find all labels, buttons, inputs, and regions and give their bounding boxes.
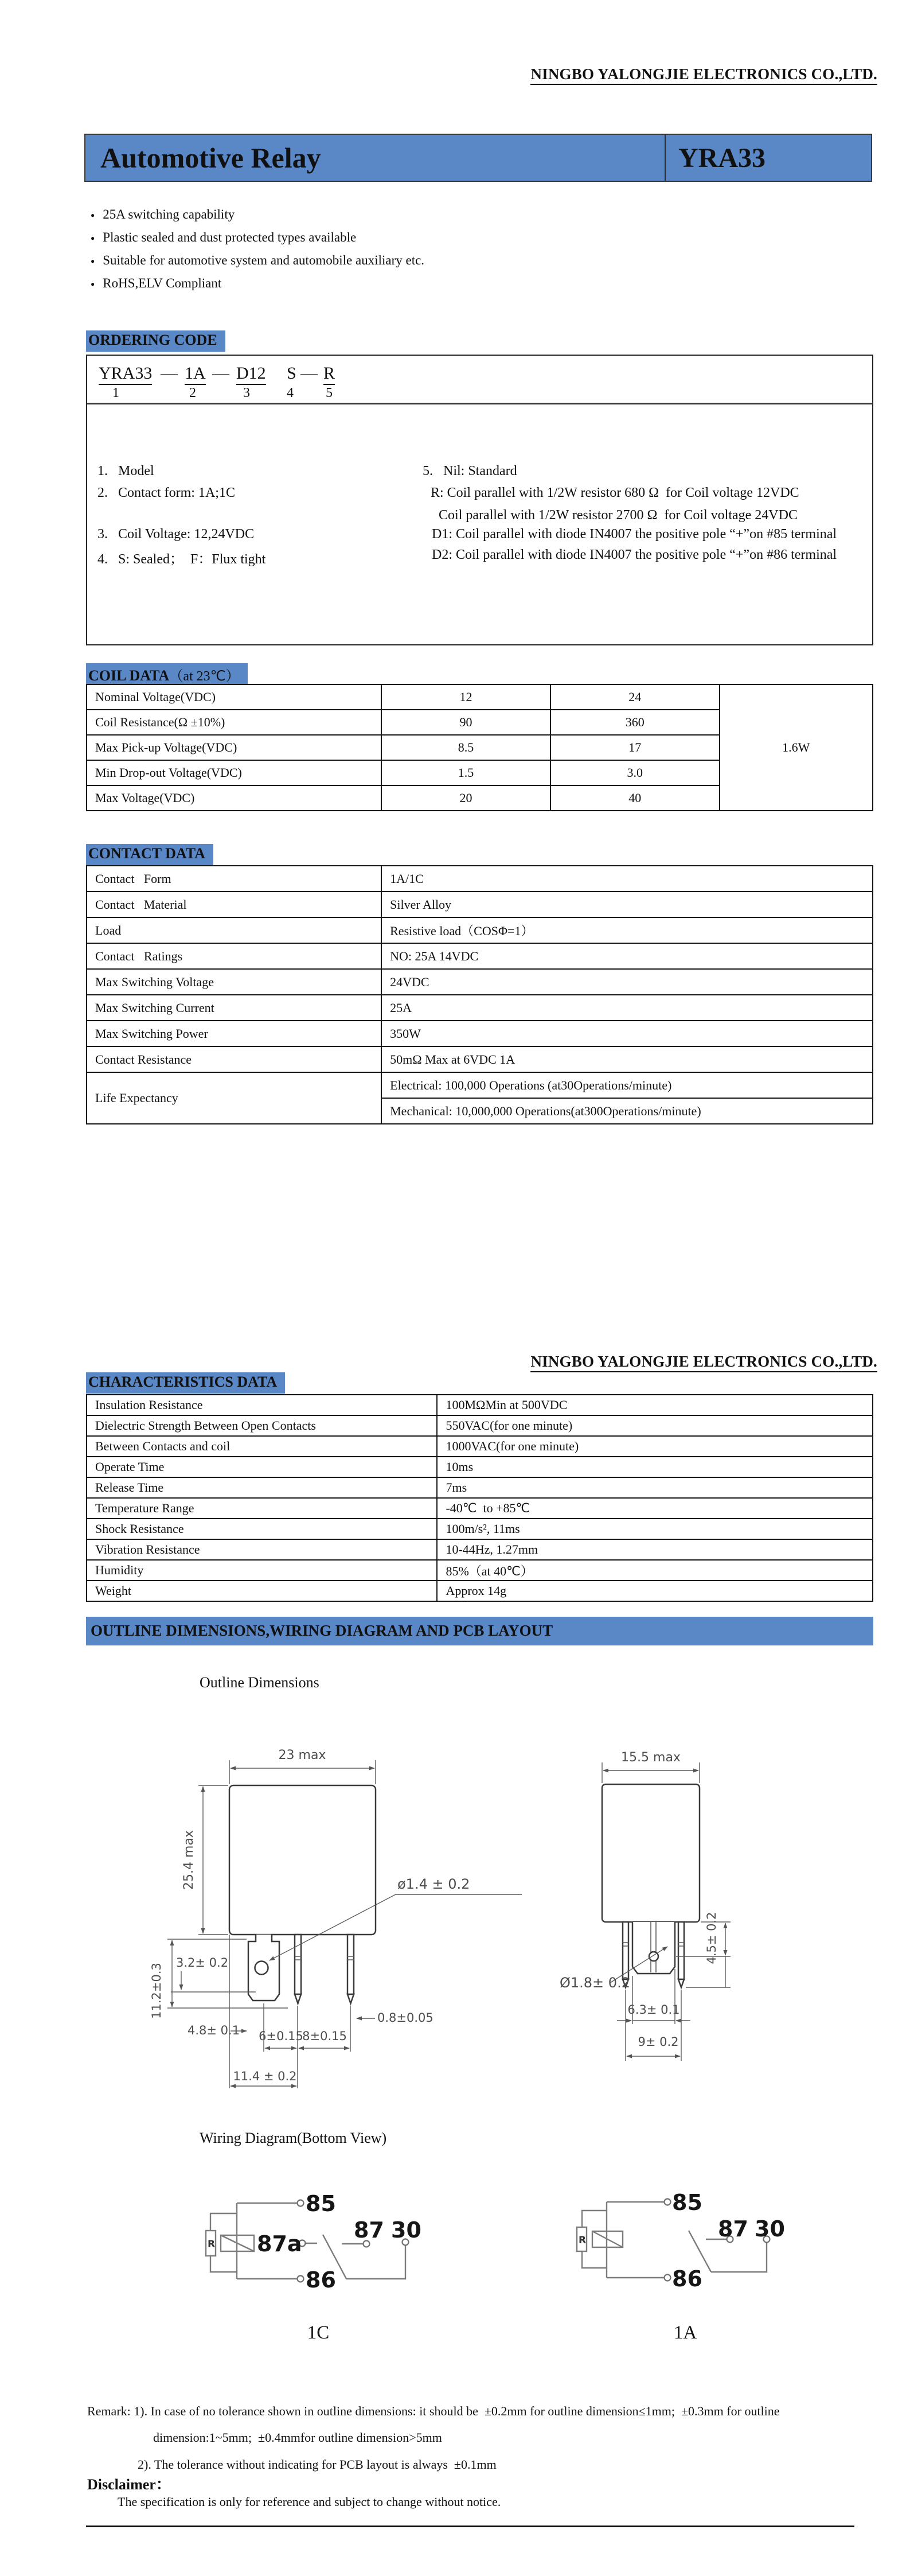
terminal-30-label: 30 (391, 2217, 421, 2243)
remark-line: Remark: 1). In case of no tolerance shown in outline dimensions: it should be ±0.2mm for outline dimension≤1mm; ±0.3mm for outline (87, 2404, 780, 2418)
code-seal: S (287, 364, 296, 383)
terminal-85-label: 85 (306, 2192, 336, 2216)
ordering-item: R: Coil parallel with 1/2W resistor 680 Ω for Coil voltage 12VDC (431, 485, 799, 500)
bullet-icon: ● (91, 279, 95, 288)
cell-label: Dielectric Strength Between Open Contacts (87, 1415, 437, 1436)
divider (87, 403, 872, 404)
blade-terminal (632, 1922, 675, 1974)
code-dash: — (300, 364, 318, 383)
cell-value: 17 (550, 735, 720, 760)
dim-extensions (229, 1935, 350, 2088)
disclaimer-title: Disclaimer： (87, 2476, 171, 2493)
company-header: NINGBO YALONGJIE ELECTRONICS CO.,LTD. (530, 1353, 877, 1372)
code-dash: — (161, 364, 178, 383)
cell-label: Contact Form (87, 866, 381, 892)
table-row (87, 1539, 873, 1560)
cell-value: 100MΩMin at 500VDC (437, 1395, 873, 1415)
cell-label: Between Contacts and coil (87, 1436, 437, 1457)
feature-text: Plastic sealed and dust protected types available (103, 230, 357, 244)
model-number: YRA33 (665, 135, 871, 181)
blade-terminal (248, 1935, 279, 2001)
feature-list (91, 203, 424, 295)
ordering-item: 3. Coil Voltage: 12,24VDC (97, 527, 255, 542)
table-row (87, 995, 873, 1021)
cell-label: Life Expectancy (87, 1072, 381, 1124)
coil-pin (347, 1935, 354, 2003)
cell-value: 24VDC (381, 969, 873, 995)
bullet-icon: ● (91, 256, 95, 265)
coil-data-table (86, 684, 873, 811)
terminal-85-label: 85 (672, 2192, 702, 2215)
cell-label: Release Time (87, 1477, 437, 1498)
feature-text: Suitable for automotive system and automobile auxiliary etc. (103, 253, 425, 267)
code-form: 1A (185, 364, 206, 385)
dim-label: 25.4 max (182, 1830, 196, 1890)
cell-label: Weight (87, 1581, 437, 1601)
table-row (87, 1560, 873, 1581)
cell-label: Load (87, 917, 381, 943)
characteristics-table (86, 1394, 873, 1602)
code-digit: 2 (189, 386, 196, 400)
list-item (91, 203, 424, 226)
outline-dimensions-caption: Outline Dimensions (200, 1674, 319, 1691)
list-item (91, 249, 424, 272)
section-header-characteristics: CHARACTERISTICS DATA (86, 1372, 285, 1394)
dim-label: 23 max (278, 1748, 326, 1762)
cell-coil-power: 1.6W (720, 684, 873, 811)
cell-value: -40℃ to +85℃ (437, 1498, 873, 1519)
cell-label: Contact Material (87, 892, 381, 917)
resistor-label: R (208, 2239, 216, 2250)
cell-label: Contact Ratings (87, 943, 381, 969)
cell-label: Humidity (87, 1560, 437, 1581)
table-row (87, 866, 873, 892)
table-row (87, 917, 873, 943)
cell-label: Coil Resistance(Ω ±10%) (87, 710, 381, 735)
remark-line: 2). The tolerance without indicating for PCB layout is always ±0.1mm (138, 2457, 497, 2472)
terminal-86-label: 86 (306, 2267, 336, 2293)
dim-label: 4.8± 0.1 (188, 2024, 240, 2037)
remark-line: dimension:1~5mm; ±0.4mmfor outline dimension>5mm (153, 2430, 442, 2445)
dim-label: 0.8±0.05 (377, 2011, 433, 2025)
cell-value: 90 (381, 710, 550, 735)
relay-body-outline (602, 1784, 700, 1922)
cell-value: 50mΩ Max at 6VDC 1A (381, 1046, 873, 1072)
cell-value: 20 (381, 785, 550, 811)
bottom-rule (86, 2526, 854, 2527)
list-item (91, 272, 424, 295)
cell-value: 3.0 (550, 760, 720, 785)
table-row (87, 1457, 873, 1477)
list-item (91, 226, 424, 249)
bullet-icon: ● (91, 234, 95, 242)
code-model: YRA33 (99, 364, 152, 385)
table-row (87, 1436, 873, 1457)
disclaimer-text: The specification is only for reference and subject to change without notice. (118, 2495, 501, 2509)
resistor-label: R (579, 2235, 587, 2246)
code-digit: 5 (326, 386, 333, 400)
dim-label: 15.5 max (621, 1750, 681, 1765)
coil-circuit (577, 2202, 664, 2278)
table-row (87, 1477, 873, 1498)
cell-value: Mechanical: 10,000,000 Operations(at300Operations/minute) (381, 1098, 873, 1124)
ordering-item: D2: Coil parallel with diode IN4007 the positive pole “+”on #86 terminal (432, 547, 837, 562)
width-dimension (229, 1748, 376, 1784)
cell-value: 25A (381, 995, 873, 1021)
table-row (87, 1581, 873, 1601)
code-dash: — (212, 364, 229, 383)
dim-label: 6.3± 0.1 (627, 2003, 680, 2017)
terminal-86-label: 86 (672, 2266, 702, 2291)
coil-pin (295, 1935, 301, 2003)
cell-label: Operate Time (87, 1457, 437, 1477)
dim-9 (626, 1990, 681, 2061)
dim-label: Ø1.8± 0.2 (560, 1975, 630, 1991)
cell-value: 360 (550, 710, 720, 735)
feature-text: RoHS,ELV Compliant (103, 276, 222, 290)
section-header-contact-data: CONTACT DATA (86, 844, 213, 865)
contact-data-table (86, 865, 873, 1124)
table-row (87, 1395, 873, 1415)
table-row (87, 1072, 873, 1098)
section-title: COIL DATA (88, 667, 170, 684)
width-dimension (602, 1750, 700, 1783)
table-row (87, 1415, 873, 1436)
table-row (87, 1046, 873, 1072)
wiring-diagram-1c (189, 2192, 436, 2312)
cell-label: Max Switching Power (87, 1021, 381, 1046)
cell-value: 8.5 (381, 735, 550, 760)
dim-label: 3.2± 0.2 (176, 1956, 229, 1970)
code-digit: 3 (243, 386, 250, 400)
cell-value: 24 (550, 684, 720, 710)
cell-label: Contact Resistance (87, 1046, 381, 1072)
ordering-item: 1. Model (97, 464, 154, 478)
ordering-item: Coil parallel with 1/2W resistor 2700 Ω for Coil voltage 24VDC (439, 508, 798, 523)
cell-value: Resistive load（COSΦ=1） (381, 917, 873, 943)
cell-value: 1A/1C (381, 866, 873, 892)
section-header-ordering-code: ORDERING CODE (86, 330, 225, 352)
dim-0-8 (357, 2011, 433, 2025)
cell-value: NO: 25A 14VDC (381, 943, 873, 969)
cell-label: Vibration Resistance (87, 1539, 437, 1560)
dim-11-4 (231, 2069, 297, 2086)
section-banner-outline: OUTLINE DIMENSIONS,WIRING DIAGRAM AND PCB LAYOUT (86, 1617, 873, 1645)
cell-label: Max Switching Current (87, 995, 381, 1021)
table-row (87, 1519, 873, 1539)
dim-4-8 (188, 2024, 247, 2037)
cell-value: 12 (381, 684, 550, 710)
cell-value: Approx 14g (437, 1581, 873, 1601)
code-digit: 4 (287, 386, 294, 400)
cell-value: Silver Alloy (381, 892, 873, 917)
dim-label: 11.2±0.3 (150, 1963, 163, 2019)
feature-text: 25A switching capability (103, 207, 235, 221)
cell-label: Max Pick-up Voltage(VDC) (87, 735, 381, 760)
code-suffix: R (323, 364, 335, 385)
dim-label: 11.4 ± 0.2 (233, 2069, 297, 2083)
page-title: Automotive Relay (100, 142, 321, 174)
cell-value: 10ms (437, 1457, 873, 1477)
dim-6 (259, 2029, 303, 2048)
terminal-30-label: 30 (755, 2216, 785, 2242)
cell-label: Max Switching Voltage (87, 969, 381, 995)
coil-pin (678, 1922, 684, 1987)
ordering-item: 5. Nil: Standard (423, 464, 517, 478)
table-row (87, 892, 873, 917)
code-digit: 1 (112, 386, 119, 400)
dim-3-2 (171, 1956, 256, 1992)
ordering-item: 4. S: Sealed； F：Flux tight (97, 552, 266, 567)
company-header: NINGBO YALONGJIE ELECTRONICS CO.,LTD. (530, 65, 877, 85)
ordering-item: 2. Contact form: 1A;1C (97, 485, 235, 500)
code-voltage: D12 (236, 364, 266, 385)
table-row (87, 1021, 873, 1046)
cell-value: 100m/s², 11ms (437, 1519, 873, 1539)
cell-value: 40 (550, 785, 720, 811)
cell-value: 7ms (437, 1477, 873, 1498)
terminal-87a-label: 87a (257, 2231, 302, 2256)
cell-value: 85%（at 40℃） (437, 1560, 873, 1581)
cell-value: 1.5 (381, 760, 550, 785)
dim-label: ø1.4 ± 0.2 (397, 1876, 470, 1892)
wiring-diagram-1a (568, 2192, 814, 2312)
cell-value: 350W (381, 1021, 873, 1046)
cell-label: Temperature Range (87, 1498, 437, 1519)
cell-value: 10-44Hz, 1.27mm (437, 1539, 873, 1560)
cell-label: Shock Resistance (87, 1519, 437, 1539)
relay-side-view-drawing (550, 1744, 831, 2111)
diagram-caption-1c: 1C (307, 2322, 330, 2343)
dim-label: 6±0.15 (259, 2029, 303, 2043)
terminal-87-label: 87 (718, 2216, 748, 2242)
table-row (87, 943, 873, 969)
table-row (87, 1498, 873, 1519)
wiring-diagram-caption: Wiring Diagram(Bottom View) (200, 2130, 387, 2146)
height-dimension (182, 1785, 228, 1935)
bullet-icon: ● (91, 211, 95, 219)
table-row (87, 969, 873, 995)
diagram-caption-1a: 1A (673, 2322, 697, 2343)
cell-label: Insulation Resistance (87, 1395, 437, 1415)
cell-label: Nominal Voltage(VDC) (87, 684, 381, 710)
relay-body-outline (229, 1785, 376, 1935)
table-row (87, 684, 873, 710)
cell-label: Min Drop-out Voltage(VDC) (87, 760, 381, 785)
dim-8 (299, 2029, 349, 2048)
dim-label: 4.5± 0.2 (705, 1912, 718, 1964)
title-bar (84, 134, 872, 182)
section-note: （at 23℃） (169, 669, 240, 684)
cell-value: 550VAC(for one minute) (437, 1415, 873, 1436)
ordering-code-box (86, 355, 873, 645)
terminal-87-label: 87 (354, 2217, 384, 2243)
dim-label: 9± 0.2 (638, 2035, 679, 2049)
cell-value: 1000VAC(for one minute) (437, 1436, 873, 1457)
ordering-item: D1: Coil parallel with diode IN4007 the positive pole “+”on #85 terminal (432, 527, 837, 542)
cell-label: Max Voltage(VDC) (87, 785, 381, 811)
cell-value: Electrical: 100,000 Operations (at30Operations/minute) (381, 1072, 873, 1098)
dim-label: 8±0.15 (302, 2029, 347, 2043)
